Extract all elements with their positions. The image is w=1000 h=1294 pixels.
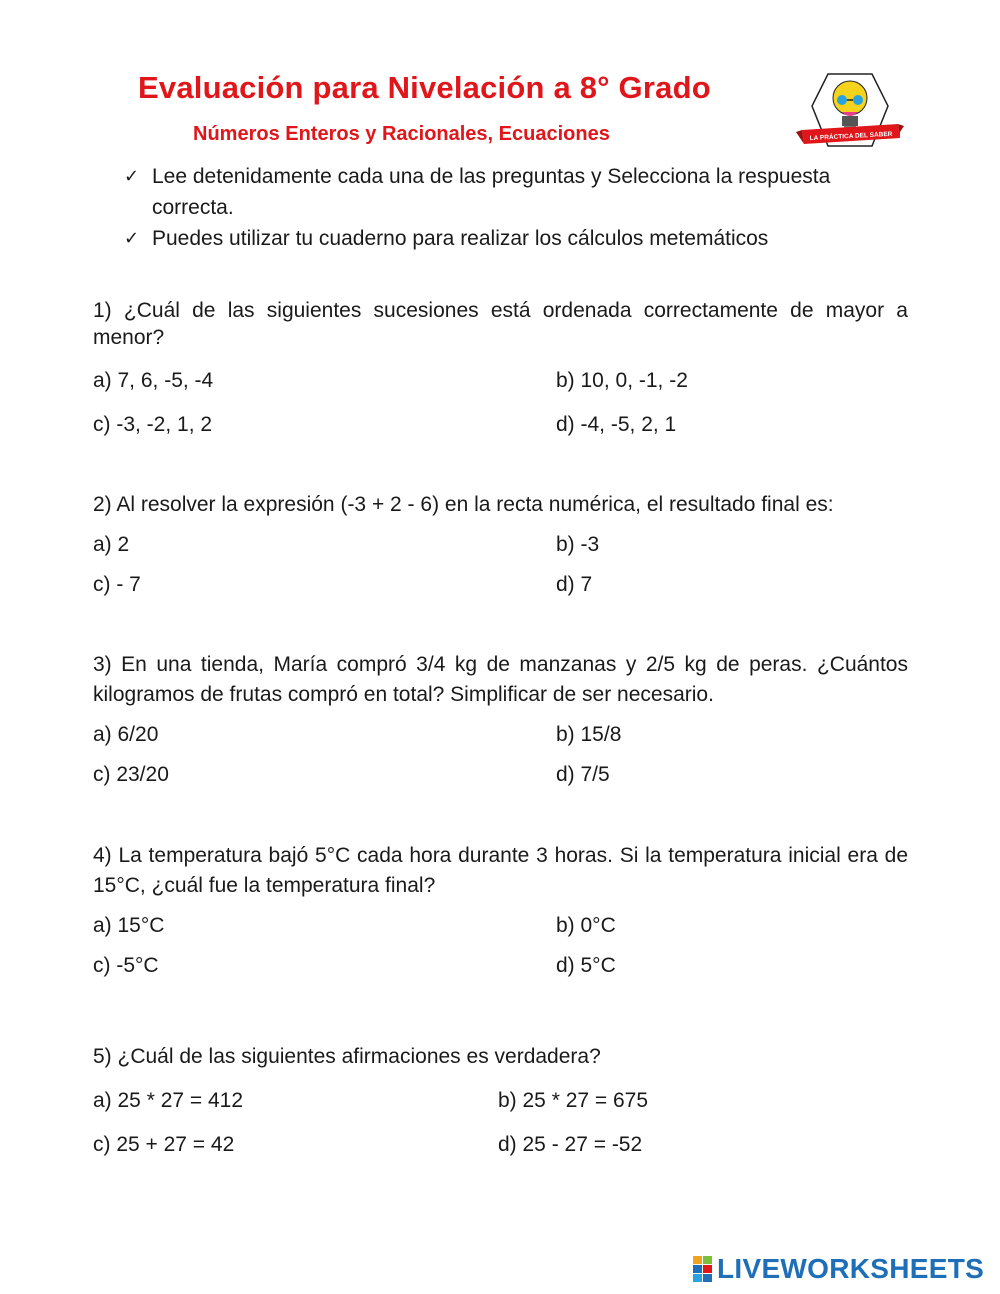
liveworksheets-blocks-icon	[693, 1256, 713, 1282]
logo-lightbulb-icon	[796, 68, 904, 158]
logo-text: LA PRÁCTICA DEL SABER	[809, 130, 893, 143]
instruction-text: Lee detenidamente cada una de las preguntas y Selecciona la respuesta correcta.	[152, 165, 831, 219]
liveworksheets-brand: LIVEWORKSHEETS	[717, 1253, 985, 1284]
question-2-option-b[interactable]: b) -3	[556, 533, 600, 556]
question-2-option-a[interactable]: a) 2	[93, 533, 130, 556]
question-4-option-d[interactable]: d) 5°C	[556, 954, 616, 977]
question-5-text: 5) ¿Cuál de las siguientes afirmaciones es verdadera?	[93, 1045, 601, 1068]
question-2-option-c[interactable]: c) - 7	[93, 573, 141, 596]
question-3-option-b[interactable]: b) 15/8	[556, 723, 622, 746]
question-3-option-d[interactable]: d) 7/5	[556, 763, 610, 786]
question-5-option-d[interactable]: d) 25 - 27 = -52	[498, 1133, 643, 1156]
liveworksheets-logo	[693, 1254, 984, 1284]
page-title: Evaluación para Nivelación a 8° Grado	[138, 70, 711, 105]
question-4-option-a[interactable]: a) 15°C	[93, 914, 165, 937]
instructions-list	[122, 161, 912, 254]
instruction-text: Puedes utilizar tu cuaderno para realizar los cálculos metemáticos	[152, 227, 769, 250]
instruction-item	[122, 223, 912, 254]
checkmark-icon: ✓	[124, 228, 140, 248]
question-4-option-b[interactable]: b) 0°C	[556, 914, 616, 937]
question-1-option-b[interactable]: b) 10, 0, -1, -2	[556, 369, 688, 392]
question-2-option-d[interactable]: d) 7	[556, 573, 593, 596]
checkmark-icon: ✓	[124, 166, 140, 186]
question-3-text: 3) En una tienda, María compró 3/4 kg de manzanas y 2/5 kg de peras. ¿Cuántos kilogramos de frutas compró en total? Simplificar de ser necesario.	[93, 653, 908, 706]
page-subtitle: Números Enteros y Racionales, Ecuaciones	[193, 123, 610, 145]
question-3-option-c[interactable]: c) 23/20	[93, 763, 169, 786]
question-5-option-a[interactable]: a) 25 * 27 = 412	[93, 1089, 244, 1112]
question-1-option-a[interactable]: a) 7, 6, -5, -4	[93, 369, 214, 392]
question-4-text: 4) La temperatura bajó 5°C cada hora durante 3 horas. Si la temperatura inicial era de 15°C, ¿cuál fue la temperatura final?	[93, 844, 908, 897]
question-2-text: 2) Al resolver la expresión (-3 + 2 - 6) en la recta numérica, el resultado final es:	[93, 493, 834, 516]
question-1-option-c[interactable]: c) -3, -2, 1, 2	[93, 413, 213, 436]
question-4-option-c[interactable]: c) -5°C	[93, 954, 159, 977]
question-1-option-d[interactable]: d) -4, -5, 2, 1	[556, 413, 677, 436]
question-3-option-a[interactable]: a) 6/20	[93, 723, 159, 746]
question-5-option-b[interactable]: b) 25 * 27 = 675	[498, 1089, 649, 1112]
question-5-option-c[interactable]: c) 25 + 27 = 42	[93, 1133, 235, 1156]
question-1-text: 1) ¿Cuál de las siguientes sucesiones está ordenada correctamente de mayor a menor?	[93, 299, 908, 349]
instruction-item	[122, 161, 912, 223]
